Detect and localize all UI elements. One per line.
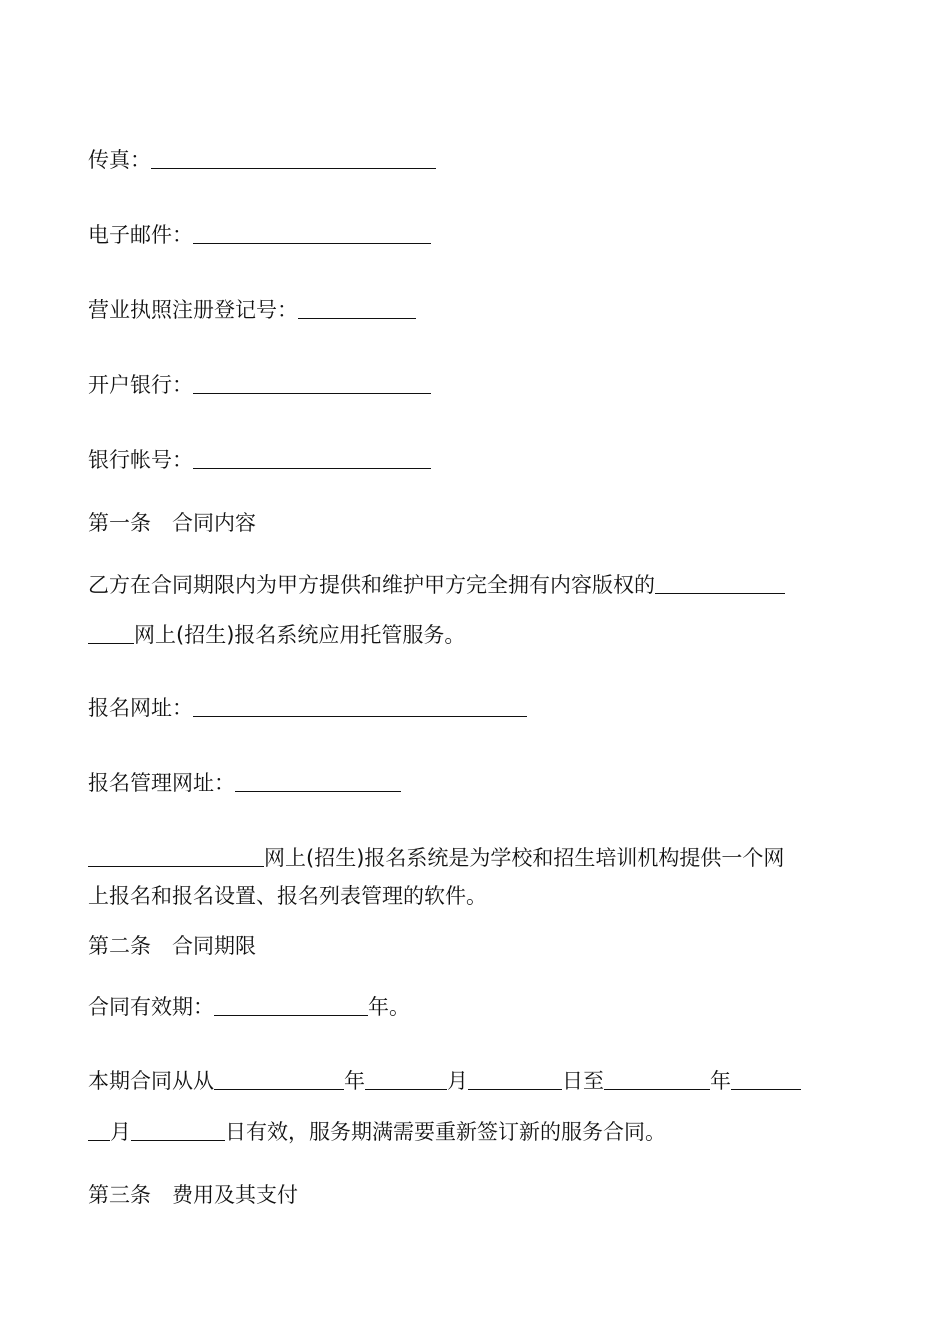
- signup-url-blank[interactable]: [193, 696, 527, 717]
- system-name-blank-2[interactable]: [88, 846, 264, 867]
- license-line: [88, 295, 416, 325]
- article1-para1-line1: [88, 570, 785, 600]
- effective-suffix: 日有效，服务期满需要重新签订新的服务合同。: [225, 1120, 666, 1144]
- email-line: [88, 220, 431, 250]
- account-line: [88, 445, 431, 475]
- period-prefix: 本期合同从从: [88, 1069, 214, 1093]
- validity-label: 合同有效期：: [88, 995, 214, 1019]
- signup-url-label: 报名网址：: [88, 696, 193, 720]
- day-to-label: 日至: [562, 1069, 604, 1093]
- article1-para2-text1: 网上(招生)报名系统是为学校和招生培训机构提供一个网: [264, 846, 785, 870]
- account-label: 银行帐号：: [88, 448, 193, 472]
- article2-heading: 第二条 合同期限: [88, 934, 256, 958]
- end-day-blank[interactable]: [131, 1120, 225, 1141]
- period-line1: [88, 1066, 801, 1096]
- article3-heading: 第三条 费用及其支付: [88, 1183, 298, 1207]
- validity-suffix: 年。: [368, 995, 410, 1019]
- end-month-blank-cont[interactable]: [88, 1120, 110, 1141]
- end-month-label: 月: [110, 1120, 131, 1144]
- system-name-blank[interactable]: [655, 573, 785, 594]
- article1-para2-line1: [88, 843, 784, 873]
- end-year-blank[interactable]: [604, 1069, 710, 1090]
- bank-blank[interactable]: [193, 373, 431, 394]
- license-blank[interactable]: [298, 298, 416, 319]
- fax-blank[interactable]: [151, 148, 436, 169]
- article1-para1-line2: [88, 620, 465, 650]
- email-label: 电子邮件：: [88, 223, 193, 247]
- email-blank[interactable]: [193, 223, 431, 244]
- article1-para1-text1: 乙方在合同期限内为甲方提供和维护甲方完全拥有内容版权的: [88, 573, 655, 597]
- admin-url-label: 报名管理网址：: [88, 771, 235, 795]
- start-day-blank[interactable]: [468, 1069, 562, 1090]
- account-blank[interactable]: [193, 448, 431, 469]
- system-name-blank-cont[interactable]: [88, 623, 134, 644]
- fax-label: 传真：: [88, 148, 151, 172]
- fax-line: [88, 145, 436, 175]
- start-year-blank[interactable]: [214, 1069, 344, 1090]
- article1-para2-line2: 上报名和报名设置、报名列表管理的软件。: [88, 884, 487, 908]
- end-year-label: 年: [710, 1069, 731, 1093]
- article1-para1-text2: 网上(招生)报名系统应用托管服务。: [134, 623, 466, 647]
- validity-blank[interactable]: [214, 995, 368, 1016]
- start-year-label: 年: [344, 1069, 365, 1093]
- bank-line: [88, 370, 431, 400]
- validity-line: [88, 992, 410, 1022]
- start-month-blank[interactable]: [365, 1069, 447, 1090]
- admin-url-line: [88, 768, 401, 798]
- article1-heading: 第一条 合同内容: [88, 511, 256, 535]
- signup-url-line: [88, 693, 527, 723]
- end-month-blank[interactable]: [731, 1069, 801, 1090]
- admin-url-blank[interactable]: [235, 771, 401, 792]
- bank-label: 开户银行：: [88, 373, 193, 397]
- period-line2: [88, 1117, 666, 1147]
- license-label: 营业执照注册登记号：: [88, 298, 298, 322]
- start-month-label: 月: [447, 1069, 468, 1093]
